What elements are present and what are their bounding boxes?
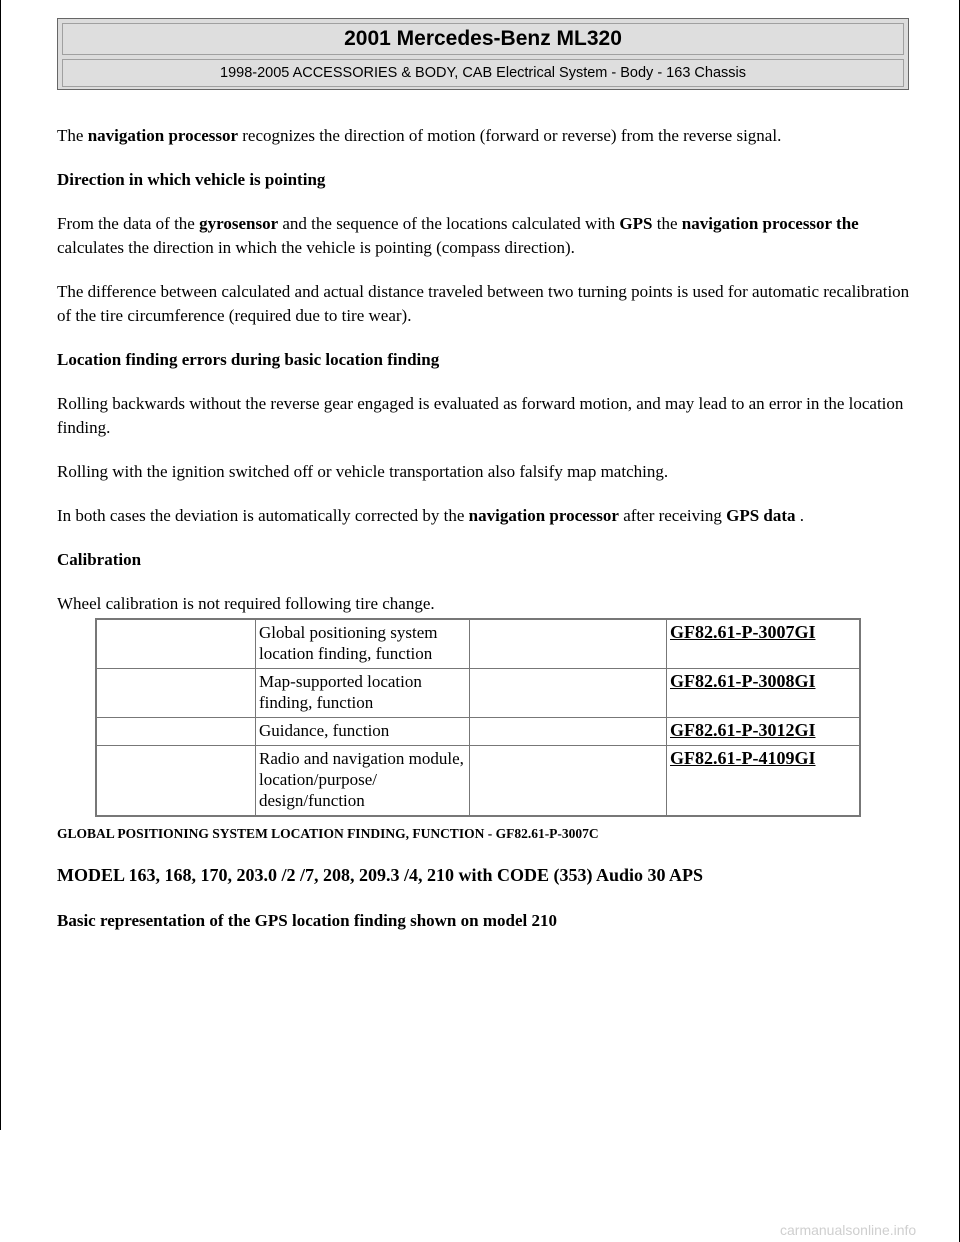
heading-text: Location finding errors during basic location finding — [57, 350, 440, 369]
paragraph-gyrosensor — [57, 212, 912, 260]
document-header — [57, 18, 909, 90]
empty-cell — [96, 619, 256, 669]
empty-cell — [96, 746, 256, 817]
document-body — [57, 124, 912, 636]
empty-cell — [470, 718, 667, 746]
heading-text: Direction in which vehicle is pointing — [57, 170, 326, 189]
empty-cell — [96, 669, 256, 718]
heading-text: Calibration — [57, 550, 142, 569]
paragraph-ignition: Rolling with the ignition switched off or vehicle transportation also falsify map matching. — [57, 462, 669, 481]
table-row — [96, 718, 860, 746]
row-label: Map-supported location finding, function — [256, 669, 470, 718]
text: The — [57, 126, 88, 145]
page-border-left — [0, 0, 1, 1130]
empty-cell — [470, 746, 667, 817]
reference-link[interactable]: GF82.61-P-3012GI — [667, 718, 861, 746]
text: the — [652, 214, 682, 233]
paragraph-reverse-signal — [57, 124, 912, 148]
term-navigation-processor: navigation processor — [87, 126, 239, 145]
figure-caption: Basic representation of the GPS location finding shown on model 210 — [57, 911, 557, 930]
row-label: Global positioning system location finding, function — [256, 619, 470, 669]
term-gyrosensor: gyrosensor — [199, 214, 279, 233]
table-row — [96, 619, 860, 669]
text: and the sequence of the locations calculated with — [278, 214, 620, 233]
text: In both cases the deviation is automatically corrected by the — [57, 506, 469, 525]
paragraph-wheel-calibration: Wheel calibration is not required following tire change. — [57, 594, 435, 613]
header-title: 2001 Mercedes-Benz ML320 — [62, 23, 904, 55]
heading-errors — [57, 348, 912, 372]
heading-direction — [57, 168, 912, 192]
table-row — [96, 669, 860, 718]
term-navigation-processor: navigation processor the — [681, 214, 859, 233]
section-heading: GLOBAL POSITIONING SYSTEM LOCATION FINDING, FUNCTION - GF82.61-P-3007C — [57, 826, 599, 841]
reference-link[interactable]: GF82.61-P-3007GI — [667, 619, 861, 669]
paragraph-rolling-backwards: Rolling backwards without the reverse gear engaged is evaluated as forward motion, and may lead to an error in the location finding. — [57, 394, 904, 437]
table-row — [96, 746, 860, 817]
text: recognizes the direction of motion (forward or reverse) from the reverse signal. — [238, 126, 782, 145]
text: calculates the direction in which the vehicle is pointing (compass direction). — [57, 238, 575, 257]
paragraph-recalibration: The difference between calculated and actual distance traveled between two turning points is used for automatic recalibration of the tire circumference (required due to tire wear). — [57, 282, 910, 325]
term-navigation-processor: navigation processor — [468, 506, 619, 525]
reference-link[interactable]: GF82.61-P-3008GI — [667, 669, 861, 718]
model-line: MODEL 163, 168, 170, 203.0 /2 /7, 208, 209.3 /4, 210 with CODE (353) Audio 30 APS — [57, 865, 704, 885]
term-gps: GPS — [619, 214, 653, 233]
heading-calibration — [57, 548, 912, 572]
row-label: Radio and navigation module, location/purpose/ design/function — [256, 746, 470, 817]
term-gps-data: GPS data — [726, 506, 796, 525]
reference-link[interactable]: GF82.61-P-4109GI — [667, 746, 861, 817]
header-subtitle: 1998-2005 ACCESSORIES & BODY, CAB Electrical System - Body - 163 Chassis — [62, 59, 904, 87]
empty-cell — [470, 619, 667, 669]
empty-cell — [470, 669, 667, 718]
empty-cell — [96, 718, 256, 746]
paragraph-deviation — [57, 504, 912, 528]
text: after receiving — [618, 506, 727, 525]
text: . — [795, 506, 805, 525]
text: From the data of the — [57, 214, 200, 233]
watermark-footer: carmanualsonline.info — [780, 1222, 917, 1238]
row-label: Guidance, function — [256, 718, 470, 746]
reference-table — [95, 618, 861, 817]
